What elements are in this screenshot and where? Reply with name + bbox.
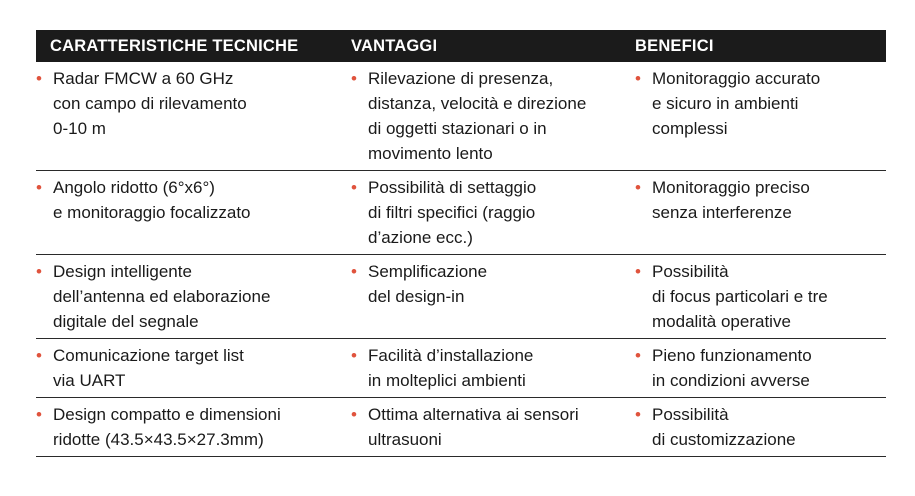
bullet-icon: • (36, 346, 42, 365)
cell-text: Design intelligente dell’antenna ed elaborazione digitale del segnale (53, 262, 271, 331)
bullet-icon: • (36, 178, 42, 197)
bullet-icon: • (635, 346, 641, 365)
cell-text: Semplificazione del design-in (368, 262, 488, 306)
table-cell (635, 171, 886, 254)
table-cell (635, 398, 886, 456)
table-cell (351, 255, 635, 338)
cell-text: Design compatto e dimensioni ridotte (43.5×43.5×27.3mm) (53, 405, 281, 449)
table-row (36, 255, 886, 339)
feature-table (36, 30, 886, 457)
table-cell (36, 255, 351, 338)
header-benefici: BENEFICI (635, 36, 714, 55)
bullet-icon: • (351, 178, 357, 197)
cell-text: Rilevazione di presenza, distanza, velocità e direzione di oggetti stazionari o in movimento lento (368, 69, 587, 163)
table-cell (36, 339, 351, 397)
table-cell (351, 171, 635, 254)
table-cell (36, 62, 351, 170)
table-row (36, 339, 886, 398)
table-row (36, 171, 886, 255)
table-cell (36, 398, 351, 456)
cell-text: Possibilità di settaggio di filtri specifici (raggio d’azione ecc.) (368, 178, 537, 247)
cell-text: Pieno funzionamento in condizioni avverse (652, 346, 812, 390)
header-vantaggi: VANTAGGI (351, 36, 438, 55)
table-cell (351, 398, 635, 456)
table-cell (635, 339, 886, 397)
bullet-icon: • (36, 405, 42, 424)
cell-text: Radar FMCW a 60 GHz con campo di rilevamento 0-10 m (53, 69, 247, 138)
table-row (36, 62, 886, 171)
bullet-icon: • (635, 69, 641, 88)
bullet-icon: • (351, 262, 357, 281)
bullet-icon: • (351, 69, 357, 88)
table-cell (635, 255, 886, 338)
table-cell (635, 62, 886, 170)
cell-text: Monitoraggio accurato e sicuro in ambienti complessi (652, 69, 821, 138)
cell-text: Monitoraggio preciso senza interferenze (652, 178, 810, 222)
bullet-icon: • (635, 405, 641, 424)
table-row (36, 398, 886, 457)
bullet-icon: • (36, 69, 42, 88)
cell-text: Comunicazione target list via UART (53, 346, 244, 390)
table-cell (351, 62, 635, 170)
bullet-icon: • (351, 405, 357, 424)
cell-text: Facilità d’installazione in molteplici ambienti (368, 346, 534, 390)
table-cell (36, 171, 351, 254)
bullet-icon: • (635, 262, 641, 281)
cell-text: Ottima alternativa ai sensori ultrasuoni (368, 405, 579, 449)
cell-text: Possibilità di focus particolari e tre modalità operative (652, 262, 828, 331)
table-header (36, 30, 886, 62)
cell-text: Angolo ridotto (6°x6°) e monitoraggio focalizzato (53, 178, 251, 222)
cell-text: Possibilità di customizzazione (652, 405, 796, 449)
header-caratteristiche: CARATTERISTICHE TECNICHE (50, 36, 299, 55)
bullet-icon: • (635, 178, 641, 197)
bullet-icon: • (351, 346, 357, 365)
table-cell (351, 339, 635, 397)
bullet-icon: • (36, 262, 42, 281)
